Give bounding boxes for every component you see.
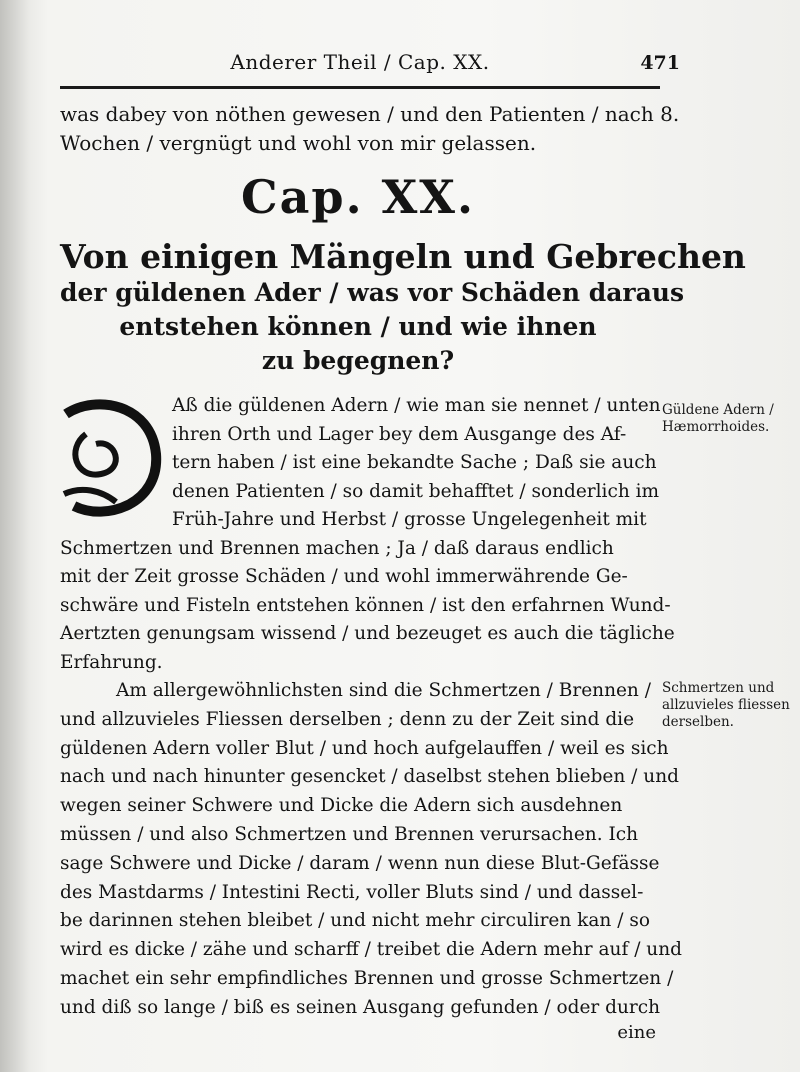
paragraph-2 bbox=[60, 677, 682, 1023]
text-line: be darinnen stehen bleibet / und nicht mehr circuliren kan / so bbox=[60, 910, 650, 932]
text-line: Erfahrung. bbox=[60, 651, 163, 673]
text-line: des Mastdarms / Intestini Recti, voller Bluts sind / und dassel- bbox=[60, 881, 644, 903]
text-line: wird es dicke / zähe und scharff / treibet die Adern mehr auf / und bbox=[60, 939, 682, 961]
text-line: Schmertzen und Brennen machen ; Ja / daß daraus endlich bbox=[60, 537, 614, 559]
paragraph-1 bbox=[60, 392, 675, 677]
text-line: was dabey von nöthen gewesen / und den Patienten / nach 8. bbox=[60, 102, 680, 126]
text-line: tern haben / ist eine bekandte Sache ; Daß sie auch bbox=[172, 452, 657, 473]
heading-line: entstehen können / und wie ihnen bbox=[119, 312, 597, 341]
text-line: sage Schwere und Dicke / daram / wenn nun diese Blut-Gefässe bbox=[60, 852, 660, 874]
marginal-line: allzuvieles fliessen bbox=[662, 697, 790, 713]
marginal-note-2 bbox=[662, 680, 790, 731]
heading-line: der güldenen Ader / was vor Schäden daraus bbox=[60, 278, 685, 307]
text-line: Am allergewöhnlichsten sind die Schmertzen / Brennen / bbox=[116, 680, 651, 701]
text-line: und allzuvieles Fliessen derselben ; denn zu der Zeit sind die bbox=[60, 708, 635, 730]
text-line: denen Patienten / so damit behafftet / sonderlich im bbox=[172, 480, 660, 502]
header-rule bbox=[60, 86, 660, 89]
marginal-line: derselben. bbox=[662, 714, 734, 730]
gutter-shadow bbox=[0, 0, 30, 1072]
page-number: 471 bbox=[640, 52, 680, 74]
text-line: schwäre und Fisteln entstehen können / ist den erfahrnen Wund- bbox=[60, 594, 671, 616]
text-line: wegen seiner Schwere und Dicke die Adern sich ausdehnen bbox=[60, 795, 623, 817]
page-header bbox=[60, 46, 680, 86]
text-line: Früh-Jahre und Herbst / grosse Ungelegenheit mit bbox=[172, 509, 647, 530]
heading-line: zu begegnen? bbox=[261, 346, 455, 375]
chapter-title: Cap. XX. bbox=[240, 170, 475, 224]
marginal-line: Güldene Adern / bbox=[662, 402, 774, 418]
text-line: müssen / und also Schmertzen und Brennen verursachen. Ich bbox=[60, 823, 639, 845]
catchword: eine bbox=[617, 1022, 656, 1043]
marginal-note-1 bbox=[662, 402, 774, 436]
text-line: güldenen Adern voller Blut / und hoch aufgelauffen / weil es sich bbox=[60, 737, 669, 759]
text-line: ihren Orth und Lager bey dem Ausgange des Af- bbox=[172, 423, 627, 445]
running-head: Anderer Theil / Cap. XX. bbox=[230, 50, 490, 74]
marginal-line: Schmertzen und bbox=[662, 680, 775, 696]
text-line: mit der Zeit grosse Schäden / und wohl immerwährende Ge- bbox=[60, 566, 628, 587]
text-line: machet ein sehr empfindliches Brennen und grosse Schmertzen / bbox=[60, 967, 674, 989]
carry-over-text bbox=[60, 100, 680, 158]
text-line: Aß die güldenen Adern / wie man sie nennet / unten bbox=[172, 395, 661, 416]
marginal-line: Hæmorrhoides. bbox=[662, 419, 770, 435]
text-line: nach und nach hinunter gesencket / daselbst stehen blieben / und bbox=[60, 766, 679, 788]
text-line: Wochen / vergnügt und wohl von mir gelassen. bbox=[60, 131, 537, 155]
heading-line: Von einigen Mängeln und Gebrechen bbox=[60, 237, 746, 276]
chapter-heading bbox=[60, 237, 746, 378]
text-line: und diß so lange / biß es seinen Ausgang gefunden / oder durch bbox=[60, 996, 661, 1018]
text-line: Aertzten genungsam wissend / und bezeuget es auch die tägliche bbox=[60, 623, 675, 644]
